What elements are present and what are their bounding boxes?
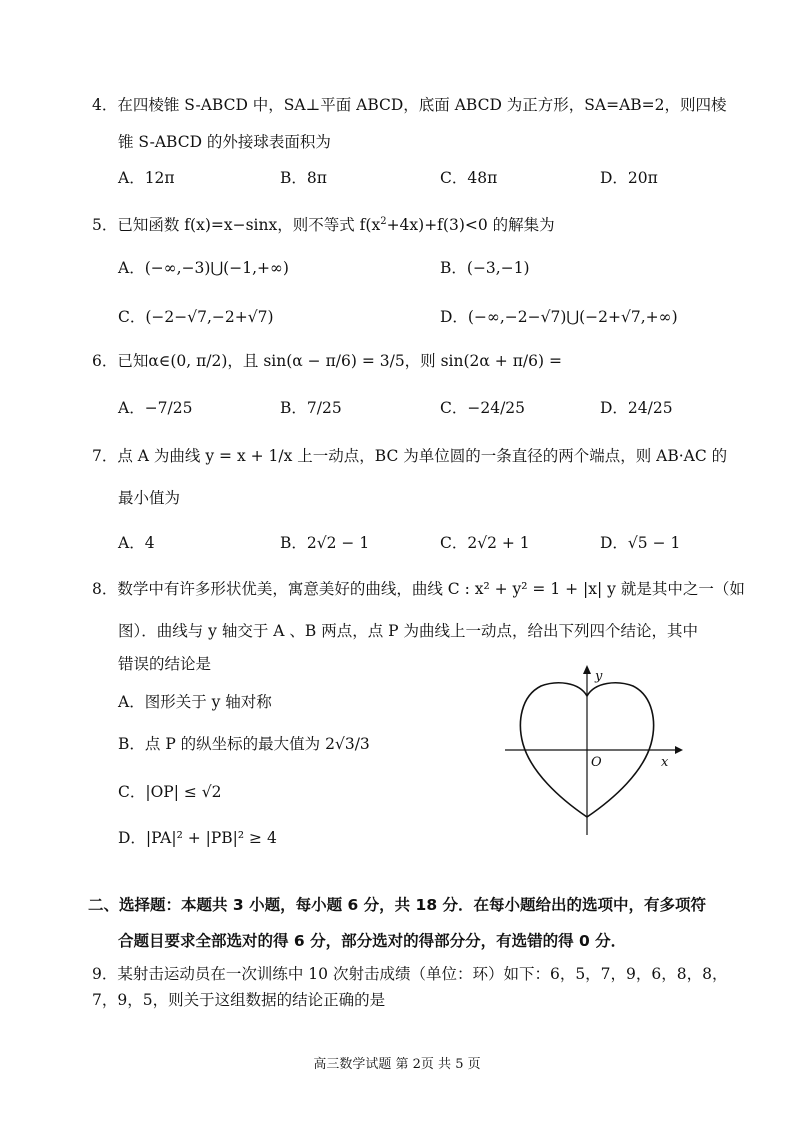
q6-option-c: C．−24/25 [440, 399, 526, 417]
q8-number: 8． [92, 580, 118, 598]
q5-option-c: C．(−2−√7,−2+√7) [118, 308, 274, 326]
q8-line3: 错误的结论是 [118, 655, 212, 673]
q6-number: 6． [92, 352, 118, 370]
y-axis-arrow [583, 665, 591, 674]
q5-stem-b: +4x)+f(3)<0 的解集为 [386, 216, 555, 235]
q9-number: 9． [92, 965, 118, 983]
q6-option-a: A．−7/25 [118, 399, 193, 417]
q4-option-c: C．48π [440, 169, 498, 187]
q4-option-d: D．20π [600, 169, 658, 187]
q7-option-a: A．4 [118, 534, 155, 552]
q9-line1 [92, 963, 728, 985]
x-axis-arrow [675, 746, 683, 754]
q4-number: 4． [92, 96, 118, 114]
y-axis-label: y [595, 669, 603, 684]
q6-stem: 已知α∈(0, π/2)，且 sin(α − π/6) = 3/5，则 sin(2α + π/6) = [117, 352, 562, 370]
q7-option-c: C．2√2 + 1 [440, 534, 530, 552]
q5-option-a: A．(−∞,−3)⋃(−1,+∞) [118, 259, 289, 277]
q7-option-d: D．√5 − 1 [600, 534, 681, 552]
heart-curve-figure [495, 660, 685, 840]
q6-line1 [92, 350, 562, 372]
q8-line2: 图）．曲线与 y 轴交于 A 、B 两点，点 P 为曲线上一动点，给出下列四个结论，其中 [118, 622, 699, 640]
section2-line1: 二、选择题：本题共 3 小题，每小题 6 分，共 18 分．在每小题给出的选项中，有多项符 [88, 896, 707, 914]
q7-line1 [92, 445, 727, 467]
q8-option-b: B．点 P 的纵坐标的最大值为 2√3/3 [118, 735, 370, 753]
q7-option-b: B．2√2 − 1 [280, 534, 370, 552]
q8-option-c: C．|OP| ≤ √2 [118, 783, 222, 801]
section2-line2: 合题目要求全部选对的得 6 分，部分选对的得部分分，有选错的得 0 分． [118, 932, 627, 950]
q8-option-a: A．图形关于 y 轴对称 [118, 693, 272, 711]
x-axis-label: x [661, 755, 669, 770]
q9-line2: 7，9，5，则关于这组数据的结论正确的是 [92, 991, 386, 1009]
q4-line2: 锥 S-ABCD 的外接球表面积为 [118, 133, 331, 151]
q7-number: 7． [92, 447, 118, 465]
origin-label: O [591, 755, 602, 770]
q4-line1 [92, 94, 727, 116]
q4-option-b: B．8π [280, 169, 327, 187]
q8-text-1: 数学中有许多形状优美，寓意美好的曲线，曲线 C : x² + y² = 1 + |x| y 就是其中之一（如 [117, 580, 745, 598]
q4-text-1: 在四棱锥 S-ABCD 中，SA⊥平面 ABCD，底面 ABCD 为正方形，SA=AB=2，则四棱 [117, 96, 727, 114]
q5-line1: 5．已知函数 f(x)=x−sinx，则不等式 $f(x^2+4x)+f(3)<0$ 的解集为 [92, 216, 555, 235]
q7-line2: 最小值为 [118, 489, 181, 507]
q8-line1 [92, 578, 745, 600]
q5-option-b: B．(−3,−1) [440, 259, 530, 277]
q8-option-d: D．|PA|² + |PB|² ≥ 4 [118, 829, 277, 847]
q6-option-b: B．7/25 [280, 399, 342, 417]
q7-text-1: 点 A 为曲线 y = x + 1/x 上一动点，BC 为单位圆的一条直径的两个端点，则 AB·AC 的 [117, 447, 728, 465]
q6-option-d: D．24/25 [600, 399, 673, 417]
page-footer: 高三数学试题 第 2页 共 5 页 [313, 1057, 481, 1072]
q4-option-a: A．12π [118, 169, 175, 187]
q5-stem-a: 已知函数 f(x)=x−sinx，则不等式 f(x [117, 216, 381, 235]
q9-text-1: 某射击运动员在一次训练中 10 次射击成绩（单位：环）如下：6，5，7，9，6，8，8， [117, 965, 728, 983]
q5-number: 5． [92, 216, 118, 235]
q5-option-d: D．(−∞,−2−√7)⋃(−2+√7,+∞) [440, 308, 678, 326]
